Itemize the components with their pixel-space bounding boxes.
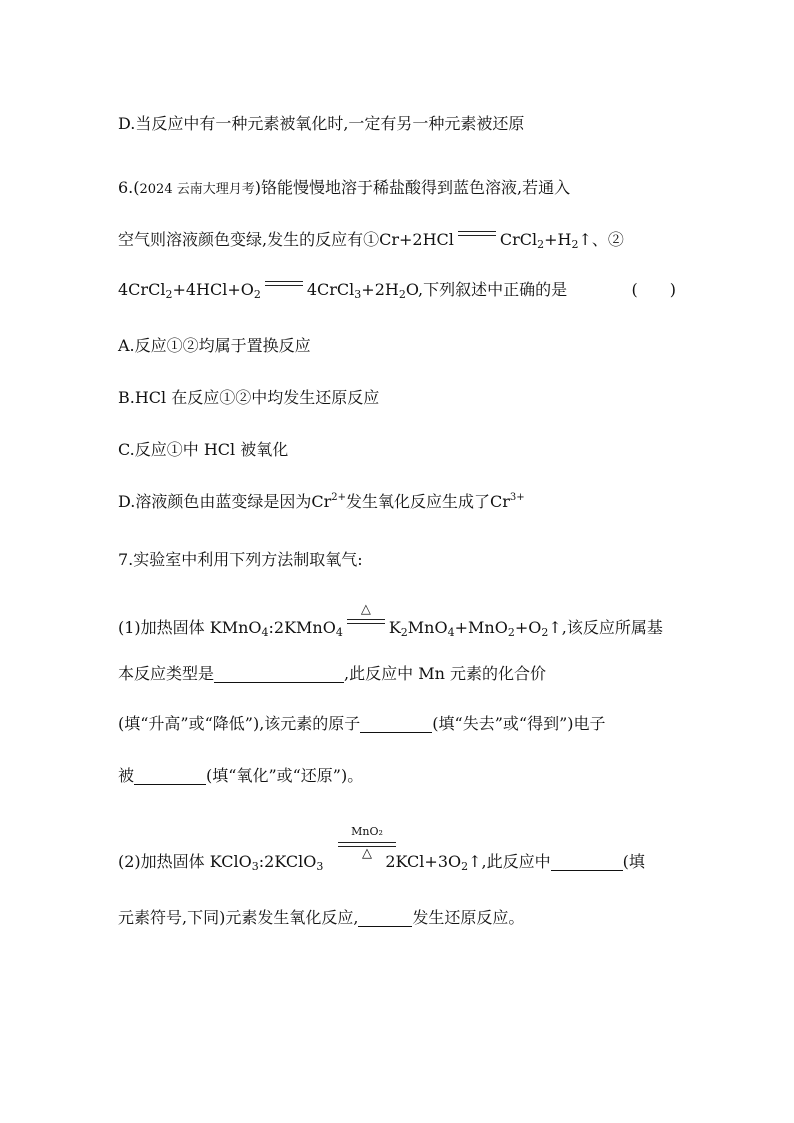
blank-reduced-element[interactable] bbox=[358, 908, 412, 927]
equals-sign-heat bbox=[347, 602, 385, 629]
q7-part1-line2: 本反应类型是 ,此反应中 Mn 元素的化合价 bbox=[118, 664, 546, 683]
q6-option-a: A.反应①②均属于置换反应 bbox=[118, 336, 311, 355]
question-source: 2024 云南大理月考 bbox=[139, 182, 255, 197]
blank-reaction-type[interactable] bbox=[214, 664, 344, 683]
equals-sign bbox=[458, 229, 496, 241]
q6-stem-line2: 空气则溶液颜色变绿,发生的反应有①Cr+2HCl $CrCl_2+H_2↑$、② bbox=[118, 230, 624, 251]
q7-part2-line1: (2)加热固体 KClO$_3$:2KClO$_3$ $2KCl+3O_2↑$,此反应中 (填 bbox=[118, 852, 645, 873]
q7-part2-line2: 元素符号,下同)元素发生氧化反应, 发生还原反应。 bbox=[118, 908, 525, 927]
catalyst-label: MnO₂ bbox=[351, 825, 383, 838]
q7-part1-line1: (1)加热固体 KMnO$_4$:2KMnO$_4$ △ $K_2MnO_4+MnO_2+O_2↑$,该反应所属基 bbox=[118, 602, 663, 639]
q6-option-c: C.反应①中 HCl 被氧化 bbox=[118, 440, 289, 459]
blank-oxidized-element[interactable] bbox=[551, 852, 623, 871]
q5-option-d: D.当反应中有一种元素被氧化时,一定有另一种元素被还原 bbox=[118, 114, 525, 133]
heat-icon: △ bbox=[362, 846, 372, 861]
equals-sign bbox=[265, 279, 303, 291]
q6-stem-line1: 6.(2024 云南大理月考)铬能慢慢地溶于稀盐酸得到蓝色溶液,若通入 bbox=[118, 178, 571, 197]
blank-oxidized-reduced[interactable] bbox=[134, 766, 206, 785]
heat-icon: △ bbox=[360, 602, 371, 617]
q7-part1-line3: (填“升高”或“降低”),该元素的原子 (填“失去”或“得到”)电子 bbox=[118, 714, 606, 733]
q6-stem-line3: $4CrCl_2+4HCl+O_2$ $4CrCl_3+2H_2O$,下列叙述中正确的是 bbox=[118, 280, 568, 301]
blank-electron[interactable] bbox=[360, 714, 432, 733]
q6-option-d: D.溶液颜色由蓝变绿是因为$Cr^{2+}$发生氧化反应生成了$Cr^{3+}$ bbox=[118, 492, 525, 511]
q7-part1-line4: 被 (填“氧化”或“还原”)。 bbox=[118, 766, 364, 785]
q7-intro: 7.实验室中利用下列方法制取氧气: bbox=[118, 550, 363, 569]
catalyst-equals-sign bbox=[338, 826, 396, 861]
answer-parentheses[interactable]: ( ) bbox=[631, 280, 676, 299]
q6-option-b: B.HCl 在反应①②中均发生还原反应 bbox=[118, 388, 380, 407]
